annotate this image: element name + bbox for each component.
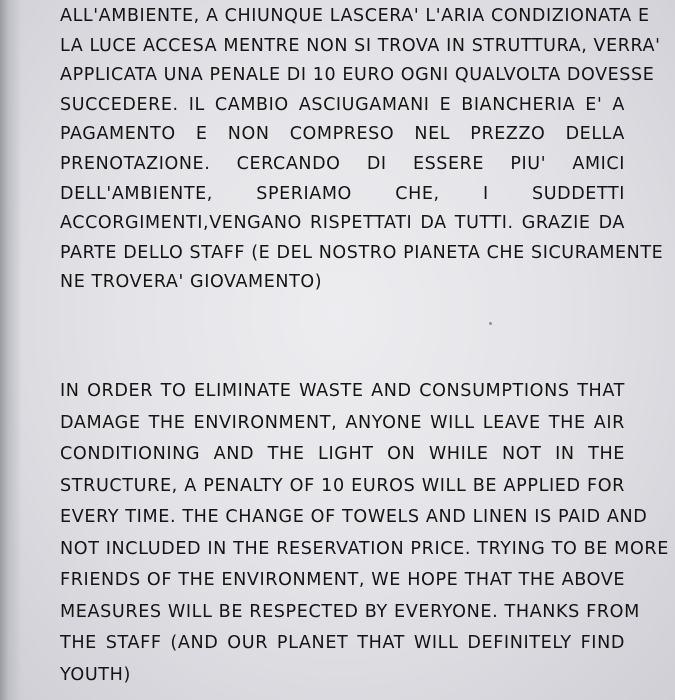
italian-line: ALL'AMBIENTE, A CHIUNQUE LASCERA' L'ARIA CONDIZIONATA E [60, 6, 650, 26]
italian-line: LA LUCE ACCESA MENTRE NON SI TROVA IN STRUTTURA, VERRA' [60, 35, 661, 56]
italian-line: PARTE DELLO STAFF (E DEL NOSTRO PIANETA CHE SICURAMENTE [60, 242, 664, 263]
italian-notice-paragraph [60, 2, 664, 298]
italian-line: ACCORGIMENTI,VENGANO RISPETTATI DA TUTTI. GRAZIE DA [60, 213, 625, 234]
page-edge-shadow [0, 0, 22, 700]
english-line: THE STAFF (AND OUR PLANET THAT WILL DEFINITELY FIND [60, 633, 625, 653]
italian-line: NE TROVERA' GIOVAMENTO) [60, 272, 323, 293]
italian-line: SUCCEDERE. IL CAMBIO ASCIUGAMANI E BIANCHERIA E' A [60, 94, 625, 115]
italian-line: PRENOTAZIONE. CERCANDO DI ESSERE PIU' AMICI [60, 153, 625, 174]
italian-line: DELL'AMBIENTE, SPERIAMO CHE, I SUDDETTI [60, 183, 625, 204]
english-line: DAMAGE THE ENVIRONMENT, ANYONE WILL LEAVE THE AIR [60, 412, 625, 433]
english-line: IN ORDER TO ELIMINATE WASTE AND CONSUMPTIONS THAT [60, 381, 625, 401]
english-line: STRUCTURE, A PENALTY OF 10 EUROS WILL BE APPLIED FOR [60, 475, 625, 496]
english-line: YOUTH) [60, 664, 131, 685]
english-line: EVERY TIME. THE CHANGE OF TOWELS AND LINEN IS PAID AND [60, 507, 648, 527]
paper-speck [489, 322, 492, 325]
italian-line: APPLICATA UNA PENALE DI 10 EURO OGNI QUALVOLTA DOVESSE [60, 65, 655, 86]
english-line: CONDITIONING AND THE LIGHT ON WHILE NOT IN THE [60, 444, 625, 464]
english-notice-paragraph [60, 376, 669, 691]
english-line: FRIENDS OF THE ENVIRONMENT, WE HOPE THAT THE ABOVE [60, 570, 626, 590]
english-line: MEASURES WILL BE RESPECTED BY EVERYONE. THANKS FROM [60, 601, 640, 622]
english-line: NOT INCLUDED IN THE RESERVATION PRICE. TRYING TO BE MORE [60, 538, 669, 559]
italian-line: PAGAMENTO E NON COMPRESO NEL PREZZO DELLA [60, 124, 625, 145]
